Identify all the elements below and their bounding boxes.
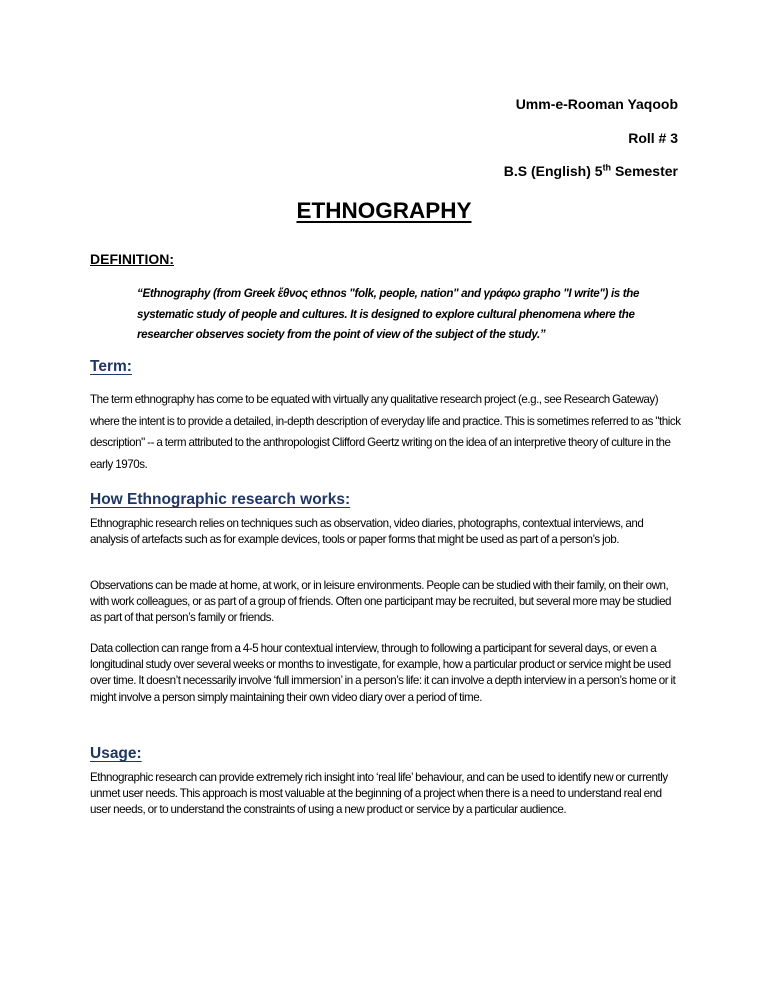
term-heading: Term: — [90, 358, 132, 375]
program-prefix: B.S (English) 5 — [503, 163, 603, 179]
usage-heading: Usage: — [90, 745, 142, 762]
definition-heading: DEFINITION: — [90, 251, 174, 267]
roll-number: Roll # 3 — [628, 130, 678, 146]
how-paragraph-1: Ethnographic research relies on techniques such as observation, video diaries, photographs, contextual interviews, and analysis of artefacts such as for example devices, tools or paper forms that might be used as part of a person’s job. — [90, 517, 644, 547]
author-name: Umm-e-Rooman Yaqoob — [515, 96, 678, 112]
page-title: ETHNOGRAPHY — [296, 198, 472, 223]
definition-quote: “Ethnography (from Greek ἔθνος ethnos "folk, people, nation" and γράφω grapho "I write") is the systematic study of people and cultures. It is designed to explore cultural phenomena where the researcher observes society from the point of view of the subject of the study.” — [137, 287, 640, 341]
program-suffix: Semester — [611, 163, 678, 179]
how-heading: How Ethnographic research works: — [90, 491, 351, 508]
how-paragraph-3: Data collection can range from a 4-5 hour contextual interview, through to following a participant for several days, or even a longitudinal study over several weeks or months to investigate, for example, how a particular product or service might be used over time. It doesn’t necessarily involve ‘full immersion’ in a person’s life: it can involve a depth interview in a person’s home or it might involve a person simply maintaining their own video diary over a period of time. — [90, 642, 676, 704]
term-paragraph: The term ethnography has come to be equated with virtually any qualitative research project (e.g., see Research Gateway) where the intent is to provide a detailed, in-depth description of everyday life and practice. This is sometimes referred to as "thick description" -- a term attributed to the anthropologist Clifford Geertz writing on the idea of an interpretive theory of culture in the early 1970s. — [90, 393, 681, 471]
program-superscript: th — [602, 162, 612, 173]
usage-paragraph: Ethnographic research can provide extremely rich insight into ‘real life’ behaviour, and can be used to identify new or currently unmet user needs. This approach is most valuable at the beginning of a project when there is a need to understand real end user needs, or to understand the constraints of using a new product or service by a particular audience. — [90, 771, 668, 817]
program-semester — [504, 162, 678, 180]
how-paragraph-2: Observations can be made at home, at work, or in leisure environments. People can be studied with their family, on their own, with work colleagues, or as part of a group of friends. Often one participant may be recruited, but several more may be studied as part of that person’s family or friends. — [90, 579, 672, 625]
